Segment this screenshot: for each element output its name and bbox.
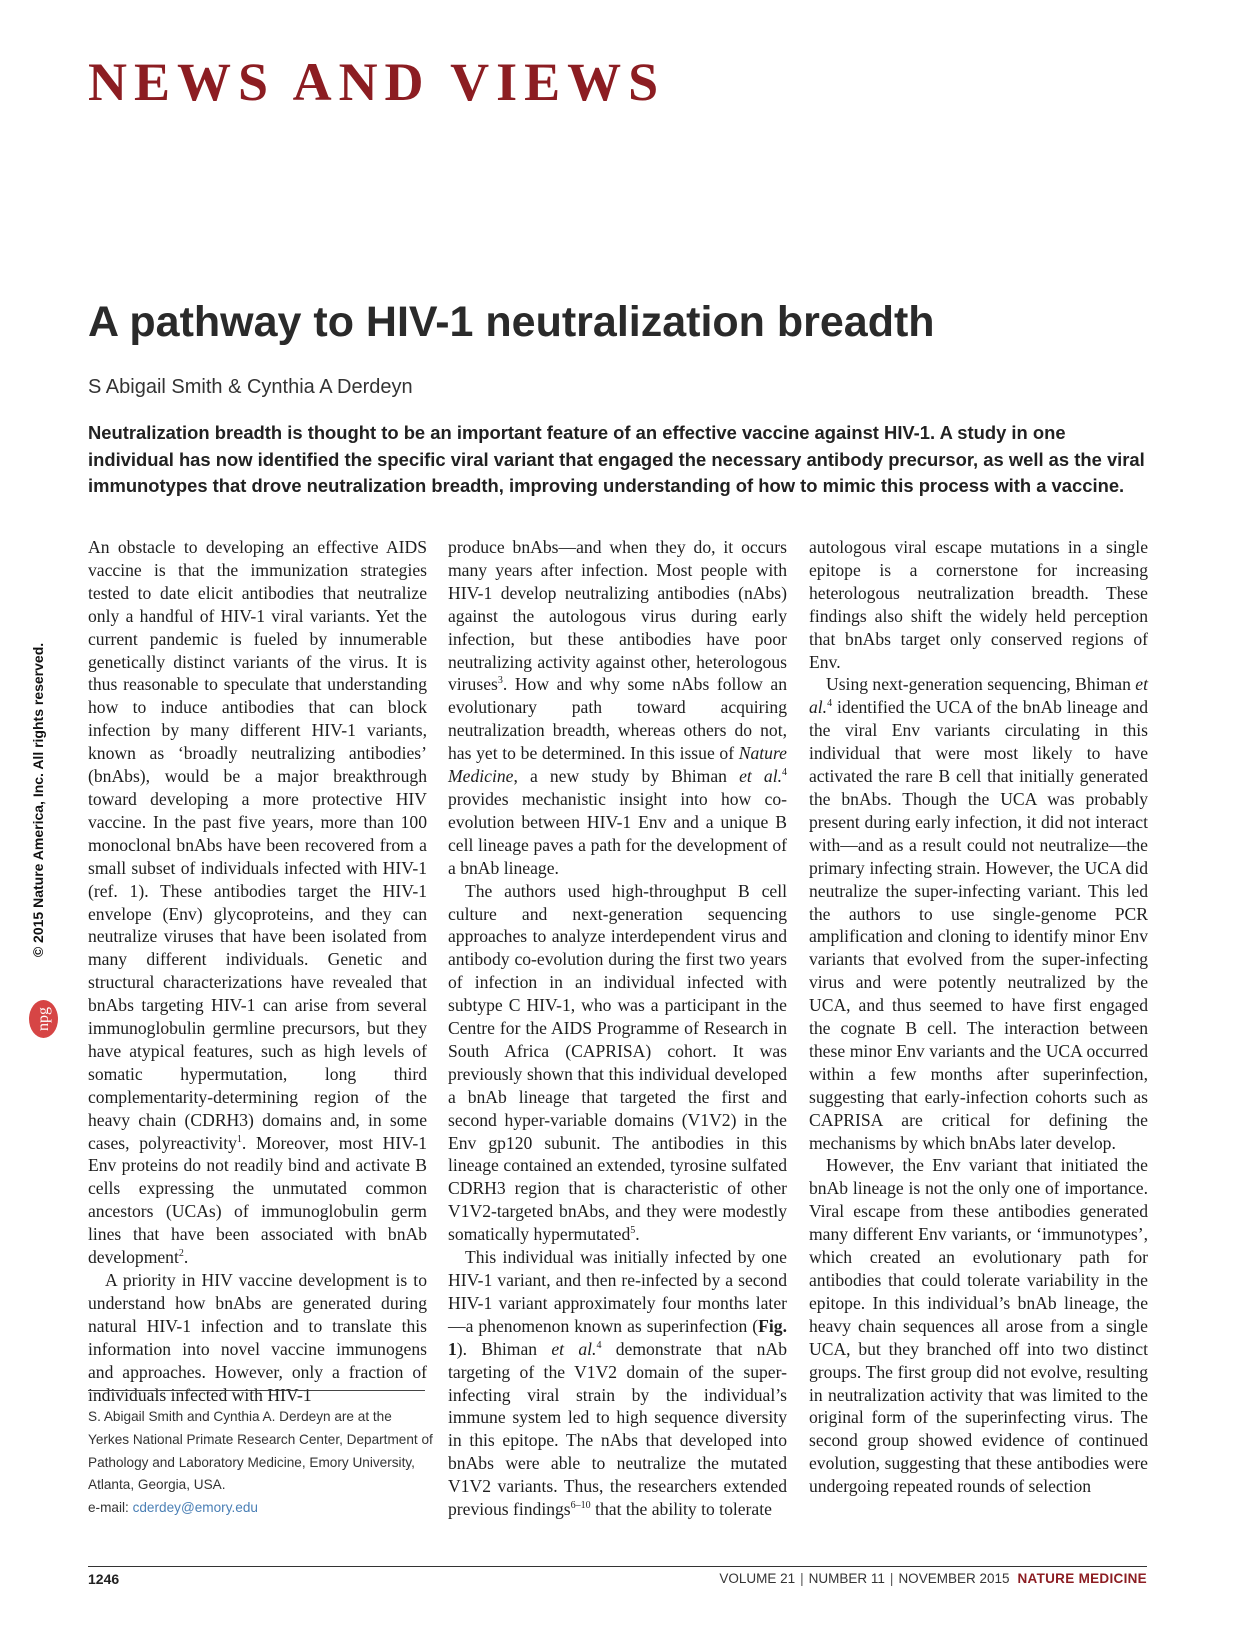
article-authors: S Abigail Smith & Cynthia A Derdeyn xyxy=(88,376,413,398)
et-al: et al. xyxy=(809,674,1148,718)
text-run: Using next-generation sequencing, Bhiman xyxy=(826,674,1136,695)
paragraph: A priority in HIV vaccine development is to understand how bnAbs are generated during natural HIV-1 infection and to translate this information into novel vaccine immunogens and approaches. However, only a fraction of individuals infected with HIV-1 xyxy=(88,1270,427,1405)
citation: 4 xyxy=(827,698,833,710)
footer-rule xyxy=(88,1566,1147,1567)
figure-reference[interactable]: Fig. 1 xyxy=(448,1315,787,1359)
journal-name-footer: NATURE MEDICINE xyxy=(1017,1571,1147,1586)
text-run: produce bnAbs—and when they do, it occurs many years after infection. Most people with HIV-1 develop neutralizing antibodies (nAbs) against the autologous virus during early infection, but these antibodies have poor neutralizing activity against other, heterologous viruses xyxy=(448,537,787,695)
issue-date: NOVEMBER 2015 xyxy=(898,1571,1010,1586)
text-run: The authors used high-throughput B cell culture and next-generation sequencing approaches to analyze interdependent virus and antibody co-evolution during the first two years of infection in an individual infected with subtype C HIV-1, who was a participant in the Centre for the AIDS Programme of Research in South Africa (CAPRISA) cohort. It was previously shown that this individual developed a bnAb lineage that targeted the first and second hyper-variable domains (V1V2) in the Env gp120 subunit. The antibodies in this lineage contained an extended, tyrosine sulfated CDRH3 region that is characteristic of other V1V2-targeted bnAbs, and they were modestly somatically hypermutated xyxy=(448,880,787,1245)
citation: 5 xyxy=(630,1225,636,1237)
npg-logo xyxy=(29,1000,58,1038)
standfirst: Neutralization breadth is thought to be an important feature of an effective vaccine against HIV-1. A study in one individual has now identified the specific viral variant that engaged the necessary antibody precursor, as well as the viral immunotypes that drove neutralization breadth, improving understanding of how to mimic this process with a vaccine. xyxy=(88,422,1145,496)
paragraph xyxy=(448,880,787,1247)
et-al: et al. xyxy=(551,1338,597,1359)
article-title: A pathway to HIV-1 neutralization breadth xyxy=(88,298,935,346)
text-run: . xyxy=(183,1247,189,1268)
paragraph xyxy=(88,536,427,1269)
text-run: . Moreover, most HIV-1 Env proteins do not readily bind and activate B cells expressing the unmutated common ancestors (UCAs) of immunoglobulin germ lines that have been associated with bnAb development xyxy=(88,1132,427,1268)
text-run: . How and why some nAbs follow an evolutionary path toward acquiring neutralization breadth, whereas others do not, has yet to be determined. In this issue of xyxy=(448,674,787,764)
separator: | xyxy=(800,1571,804,1586)
text-run: , a new study by Bhiman xyxy=(513,766,740,787)
citation: 6–10 xyxy=(570,1500,591,1512)
separator: | xyxy=(889,1571,894,1586)
journal-name: Nature Medicine xyxy=(448,743,787,787)
text-run: that the ability to tolerate xyxy=(590,1499,772,1520)
email-label: e-mail: xyxy=(88,1500,133,1516)
text-run: An obstacle to developing an effective AIDS vaccine is that the immunization strategies tested to date elicit antibodies that neutralize only a handful of HIV-1 viral variants. Yet the current pandemic is fueled by innumerable genetically distinct variants of the virus. It is thus reasonable to speculate that understanding how to induce antibodies that can block infection by many different HIV-1 variants, known as ‘broadly neutralizing antibodies’ (bnAbs), would be a major breakthrough toward developing a more protective HIV vaccine. In the past five years, more than 100 monoclonal bnAbs have been recovered from a small subset of individuals infected with HIV-1 (ref. 1). These antibodies target the HIV-1 envelope (Env) glycoproteins, and they can neutralize viruses that have been isolated from many different individuals. Genetic and structural characterizations have revealed that bnAbs targeting HIV-1 can arise from several immunoglobulin germline precursors, but they have atypical features, such as high levels of somatic hypermutation, long third complementarity-determining region of the heavy chain (CDRH3) domains and, in some cases, polyreactivity xyxy=(88,537,427,1153)
footnote-rule xyxy=(88,1390,425,1391)
column-2 xyxy=(448,536,787,1521)
column-3 xyxy=(809,536,1148,1498)
email-link[interactable]: cderdey@emory.edu xyxy=(132,1500,258,1516)
citation: 1 xyxy=(236,1133,242,1145)
text-run: demonstrate that nAb targeting of the V1V2 domain of the super-infecting viral strain by the individual’s immune system led to high sequence diversity in this epitope. The nAbs that developed into bnAbs were able to neutralize the mutated V1V2 variants. Thus, the researchers extended previous findings xyxy=(448,1338,787,1520)
copyright-notice: © 2015 Nature America, Inc. All rights reserved. xyxy=(30,642,46,958)
page-number: 1246 xyxy=(88,1571,120,1587)
et-al: et al. xyxy=(739,766,782,787)
column-1 xyxy=(88,536,427,1406)
paragraph: However, the Env variant that initiated the bnAb lineage is not the only one of importance. Viral escape from these antibodies generated many different Env variants, or ‘immunotypes’, which created an evolutionary path for antibodies that could tolerate variability in the epitope. In this individual’s bnAb lineage, the heavy chain sequences all arose from a single UCA, but they branched off into two distinct groups. The first group did not evolve, resulting in neutralization activity that was limited to the original form of the superinfecting virus. The second group showed evidence of continued evolution, suggesting that these antibodies were undergoing repeated rounds of selection xyxy=(809,1155,1148,1497)
text-run: . xyxy=(635,1224,640,1245)
paragraph: autologous viral escape mutations in a single epitope is a cornerstone for increasing heterologous neutralization breadth. These findings also shift the widely held perception that bnAbs target only conserved regions of Env. xyxy=(809,537,1148,672)
volume: VOLUME 21 xyxy=(719,1571,796,1586)
paragraph xyxy=(448,536,787,880)
citation: 4 xyxy=(782,767,787,779)
affiliation-text: S. Abigail Smith and Cynthia A. Derdeyn are at the Yerkes National Primate Research Center, Department of Pathology and Laboratory Medicine, Emory University, Atlanta, Georgia, USA. xyxy=(88,1409,433,1493)
section-heading: NEWS AND VIEWS xyxy=(88,52,666,112)
text-run: ). Bhiman xyxy=(456,1338,552,1359)
citation: 3 xyxy=(497,675,503,687)
text-run: This individual was initially infected by one HIV-1 variant, and then re-infected by a second HIV-1 variant approximately four months later—a phenomenon known as superinfection ( xyxy=(448,1247,787,1336)
paragraph xyxy=(448,1246,787,1521)
paragraph xyxy=(809,673,1148,1154)
text-run: provides mechanistic insight into how co-evolution between HIV-1 Env and a unique B cell lineage paves a path for the development of a bnAb lineage. xyxy=(448,788,787,878)
text-run: identified the UCA of the bnAb lineage and the viral Env variants circulating in this individual that were most likely to have activated the rare B cell that initially generated the bnAbs. Though the UCA was probably present during early infection, it did not interact with—and as a result could not neutralize—the primary infecting strain. However, the UCA did neutralize the super-infecting variant. This led the authors to use single-genome PCR amplification and cloning to identify minor Env variants that evolved from the super-infecting virus and were potently neutralized by the UCA, and thus seemed to have first engaged the cognate B cell. The interaction between these minor Env variants and the UCA occurred within a few months after superinfection, suggesting that early-infection cohorts such as CAPRISA are critical for defining the mechanisms by which bnAbs later develop. xyxy=(809,697,1148,1153)
npg-logo-text: npg xyxy=(34,1007,52,1031)
author-affiliation xyxy=(88,1406,433,1520)
citation: 4 xyxy=(596,1339,602,1351)
issue-number: NUMBER 11 xyxy=(808,1571,885,1586)
citation: 2 xyxy=(178,1248,184,1260)
footer-info xyxy=(719,1571,1147,1586)
